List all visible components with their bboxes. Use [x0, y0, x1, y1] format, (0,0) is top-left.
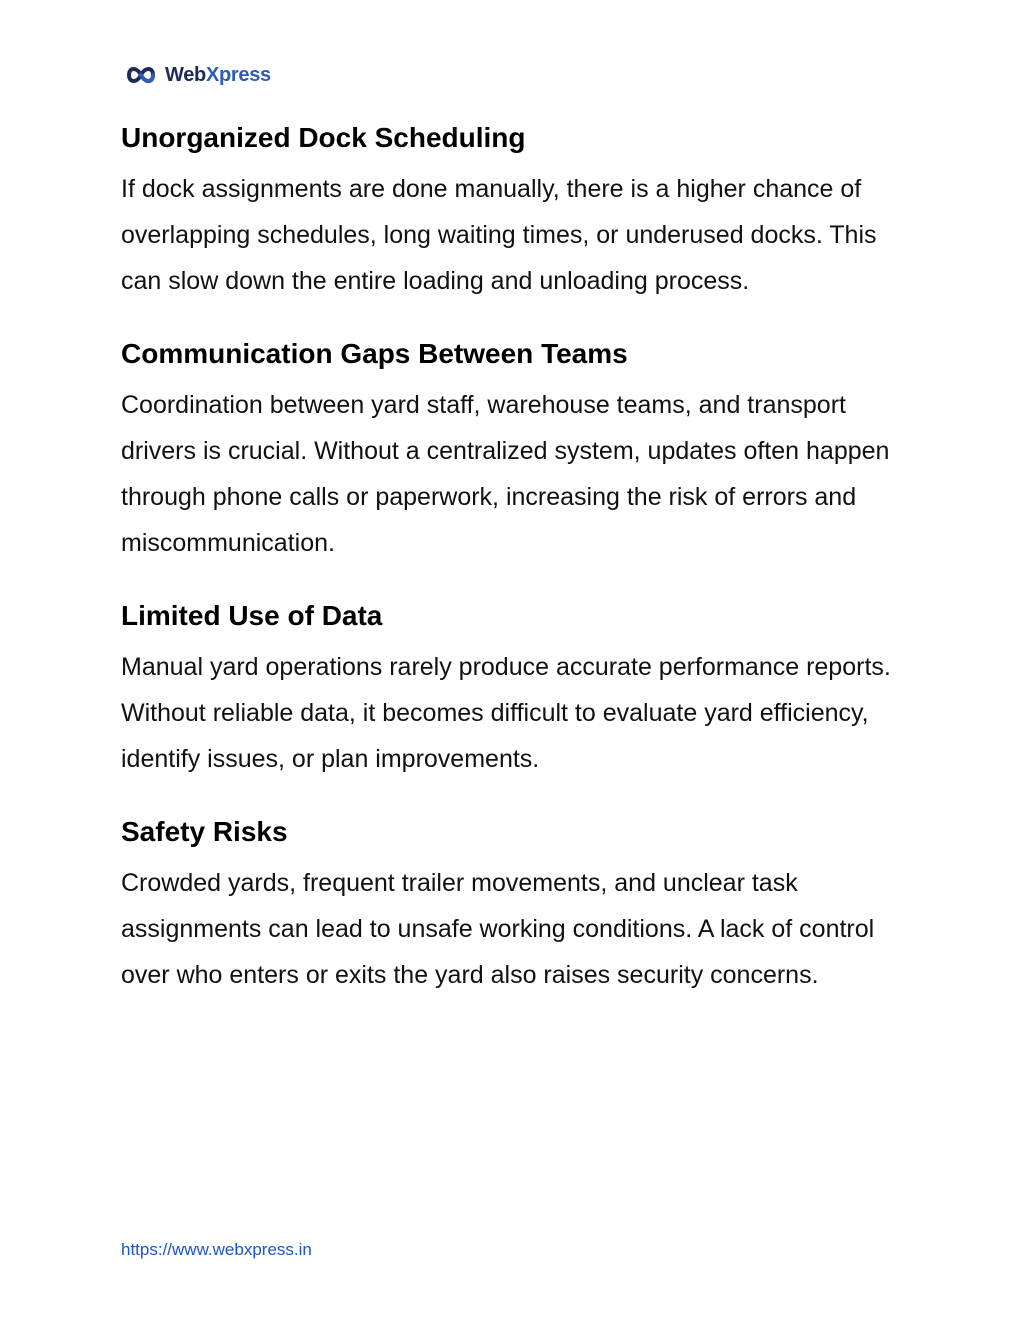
logo-text-web: Web	[165, 63, 206, 86]
section-heading: Communication Gaps Between Teams	[121, 338, 628, 369]
section-paragraph: Coordination between yard staff, warehouse teams, and transport drivers is crucial. Without a centralized system, updates often happen through phone calls or paperwork, increasing the risk of errors and miscommunication.	[121, 391, 890, 557]
section-communication-gaps	[121, 334, 921, 566]
section-paragraph: If dock assignments are done manually, there is a higher chance of overlapping schedules, long waiting times, or underused docks. This can slow down the entire loading and unloading process.	[121, 175, 877, 295]
section-dock-scheduling	[121, 118, 921, 304]
section-paragraph: Manual yard operations rarely produce accurate performance reports. Without reliable data, it becomes difficult to evaluate yard efficiency, identify issues, or plan improvements.	[121, 653, 891, 773]
section-limited-data	[121, 596, 921, 782]
section-safety-risks	[121, 812, 921, 998]
infinity-logo-icon	[121, 62, 161, 88]
footer-website-link[interactable]: https://www.webxpress.in	[121, 1240, 312, 1259]
section-heading: Safety Risks	[121, 816, 288, 847]
logo-text-xpress: Xpress	[205, 63, 271, 86]
webxpress-logo	[121, 60, 271, 90]
logo-text	[165, 64, 271, 87]
section-heading: Unorganized Dock Scheduling	[121, 122, 526, 153]
document-body	[121, 118, 921, 1028]
section-paragraph: Crowded yards, frequent trailer movements, and unclear task assignments can lead to unsafe working conditions. A lack of control over who enters or exits the yard also raises security concerns.	[121, 869, 875, 989]
section-heading: Limited Use of Data	[121, 600, 383, 631]
